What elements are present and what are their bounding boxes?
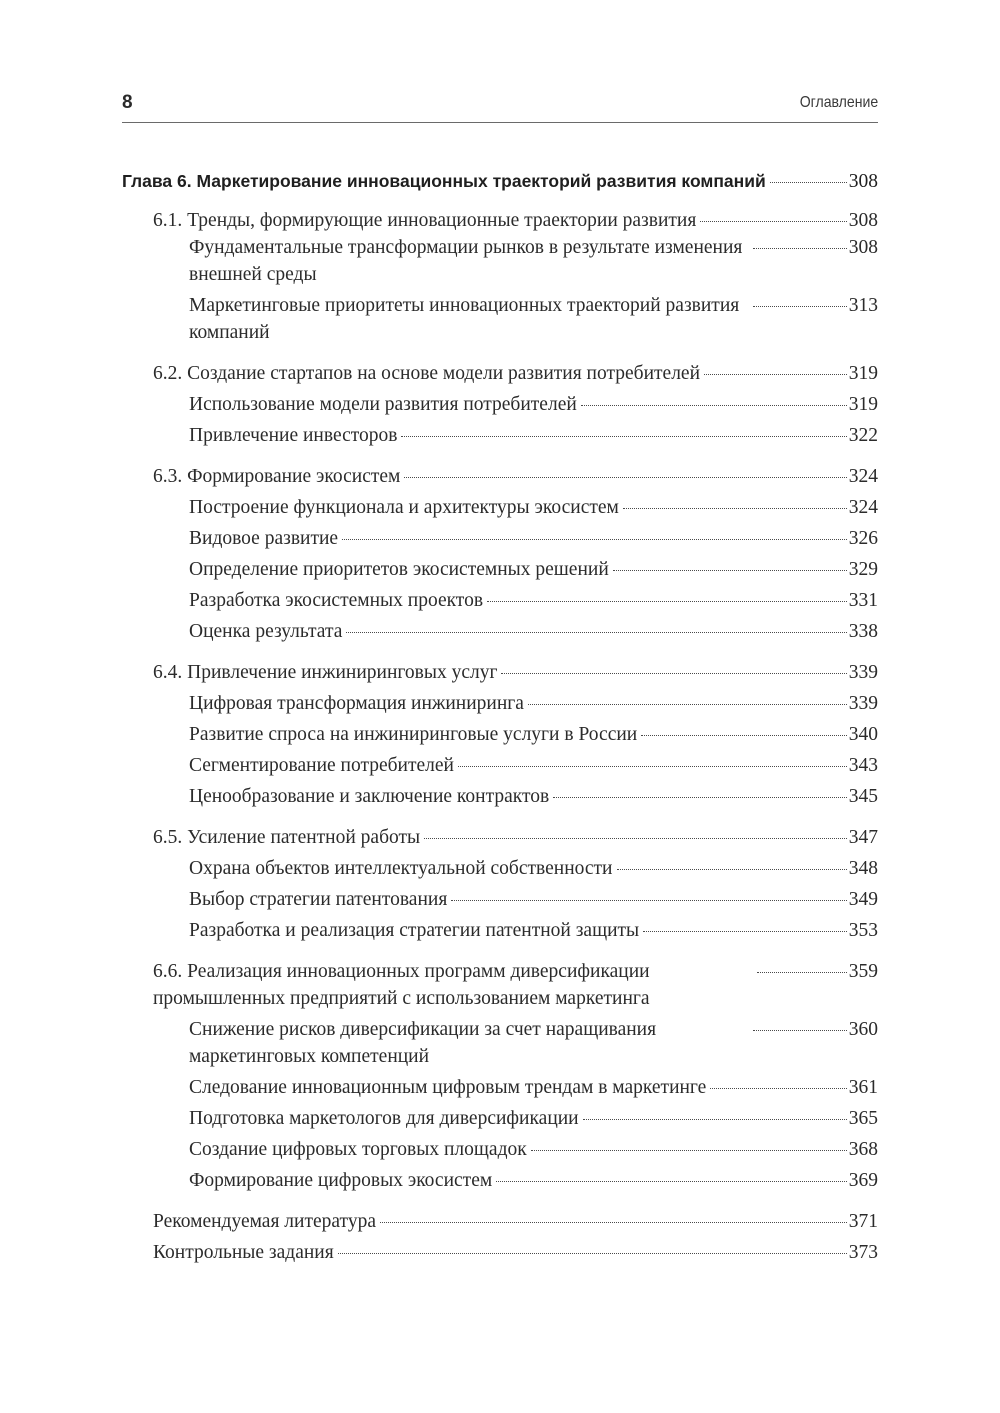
section-title: 6.6. Реализация инновационных программ диверсификации промышленных предприятий с использованием маркетинга <box>153 961 650 1009</box>
dot-leader <box>710 1087 846 1089</box>
toc-recommended-literature[interactable] <box>153 1208 878 1235</box>
dot-leader <box>700 220 846 222</box>
dot-leader <box>753 1029 847 1031</box>
section-title: 6.1. Тренды, формирующие инновационные траектории развития <box>153 210 697 231</box>
page-ref: 324 <box>848 466 878 487</box>
toc-item[interactable] <box>189 783 878 810</box>
item-title: Охрана объектов интеллектуальной собственности <box>189 858 613 879</box>
toc-item[interactable] <box>189 1074 878 1101</box>
dot-leader <box>531 1149 847 1151</box>
dot-leader <box>613 569 847 571</box>
page-ref: 349 <box>848 889 878 910</box>
page-ref: 331 <box>848 590 878 611</box>
page-ref: 371 <box>848 1211 878 1232</box>
dot-leader <box>424 837 847 839</box>
section-title: 6.2. Создание стартапов на основе модели развития потребителей <box>153 363 701 384</box>
page-ref: 308 <box>848 237 878 258</box>
item-title: Фундаментальные трансформации рынков в результате изменения внешней среды <box>189 237 743 285</box>
item-title: Видовое развитие <box>189 528 339 549</box>
page-ref: 361 <box>848 1077 878 1098</box>
dot-leader <box>617 868 847 870</box>
item-title: Построение функционала и архитектуры экосистем <box>189 497 619 518</box>
section-title: 6.5. Усиление патентной работы <box>153 827 421 848</box>
dot-leader <box>380 1221 847 1223</box>
item-title: Развитие спроса на инжиниринговые услуги в России <box>189 724 638 745</box>
toc-item[interactable] <box>189 525 878 552</box>
section-title: 6.3. Формирование экосистем <box>153 466 401 487</box>
page-number: 8 <box>122 92 133 113</box>
page-ref: 329 <box>848 559 878 580</box>
page-ref: 340 <box>848 724 878 745</box>
page-ref: 339 <box>848 693 878 714</box>
dot-leader <box>583 1118 847 1120</box>
toc-item[interactable] <box>189 855 878 882</box>
dot-leader <box>404 476 846 478</box>
page-ref: 348 <box>848 858 878 879</box>
dot-leader <box>753 305 847 307</box>
page-ref: 369 <box>848 1170 878 1191</box>
toc-section-6-2[interactable] <box>153 360 878 387</box>
toc-control-tasks[interactable] <box>153 1239 878 1266</box>
page-ref: 322 <box>848 425 878 446</box>
dot-leader <box>623 507 847 509</box>
running-header <box>122 90 878 123</box>
item-title: Маркетинговые приоритеты инновационных траекторий развития компаний <box>189 295 740 343</box>
toc-item[interactable] <box>189 886 878 913</box>
item-title: Цифровая трансформация инжиниринга <box>189 693 524 714</box>
page-ref: 324 <box>848 497 878 518</box>
item-title: Оценка результата <box>189 621 343 642</box>
page-ref: 313 <box>848 295 878 316</box>
dot-leader <box>451 899 846 901</box>
item-title: Разработка экосистемных проектов <box>189 590 484 611</box>
dot-leader <box>487 600 847 602</box>
page-ref: 319 <box>848 394 878 415</box>
toc-item[interactable] <box>189 690 878 717</box>
page-ref: 308 <box>848 171 878 192</box>
item-title: Следование инновационным цифровым трендам в маркетинге <box>189 1077 707 1098</box>
page-ref: 338 <box>848 621 878 642</box>
table-of-contents <box>122 168 878 1266</box>
toc-item[interactable] <box>189 917 878 944</box>
toc-item[interactable] <box>189 618 878 645</box>
dot-leader <box>643 930 847 932</box>
item-title: Подготовка маркетологов для диверсификации <box>189 1108 579 1129</box>
toc-section-6-5[interactable] <box>153 824 878 851</box>
item-title: Создание цифровых торговых площадок <box>189 1139 527 1160</box>
dot-leader <box>753 247 847 249</box>
item-title: Привлечение инвесторов <box>189 425 398 446</box>
backmatter-title: Рекомендуемая литература <box>153 1211 376 1232</box>
item-title: Формирование цифровых экосистем <box>189 1170 493 1191</box>
toc-item[interactable] <box>189 1167 878 1194</box>
toc-item[interactable] <box>189 1136 878 1163</box>
item-title: Определение приоритетов экосистемных решений <box>189 559 609 580</box>
page-ref: 360 <box>848 1019 878 1040</box>
dot-leader <box>553 796 847 798</box>
item-title: Выбор стратегии патентования <box>189 889 448 910</box>
item-title: Ценообразование и заключение контрактов <box>189 786 550 807</box>
item-title: Использование модели развития потребителей <box>189 394 577 415</box>
dot-leader <box>458 765 847 767</box>
toc-section-6-1[interactable] <box>153 207 878 234</box>
dot-leader <box>581 404 847 406</box>
dot-leader <box>641 734 847 736</box>
dot-leader <box>338 1252 847 1254</box>
chapter-title: Глава 6. Маркетирование инновационных траекторий развития компаний <box>122 171 766 191</box>
toc-item[interactable] <box>189 587 878 614</box>
page-ref: 373 <box>848 1242 878 1263</box>
page-ref: 359 <box>848 961 878 982</box>
page-ref: 308 <box>848 210 878 231</box>
page-ref: 368 <box>848 1139 878 1160</box>
dot-leader <box>342 538 847 540</box>
toc-item[interactable] <box>189 1105 878 1132</box>
page-ref: 339 <box>848 662 878 683</box>
toc-section-6-6[interactable] <box>153 958 878 1012</box>
running-title: Оглавление <box>799 94 878 111</box>
page-ref: 345 <box>848 786 878 807</box>
toc-section-6-4[interactable] <box>153 659 878 686</box>
dot-leader <box>346 631 846 633</box>
dot-leader <box>401 435 846 437</box>
toc-section-6-3[interactable] <box>153 463 878 490</box>
toc-item[interactable] <box>189 1016 878 1070</box>
toc-item[interactable] <box>189 422 878 449</box>
toc-item[interactable] <box>189 234 878 288</box>
item-title: Разработка и реализация стратегии патентной защиты <box>189 920 640 941</box>
page-ref: 365 <box>848 1108 878 1129</box>
toc-item[interactable] <box>189 556 878 583</box>
dot-leader <box>770 181 847 183</box>
item-title: Снижение рисков диверсификации за счет наращивания маркетинговых компетенций <box>189 1019 657 1067</box>
dot-leader <box>528 703 847 705</box>
toc-item[interactable] <box>189 391 878 418</box>
toc-item[interactable] <box>189 721 878 748</box>
dot-leader <box>496 1180 847 1182</box>
page-ref: 319 <box>848 363 878 384</box>
toc-item[interactable] <box>189 494 878 521</box>
page-ref: 343 <box>848 755 878 776</box>
page-ref: 347 <box>848 827 878 848</box>
toc-item[interactable] <box>189 292 878 346</box>
page-ref: 326 <box>848 528 878 549</box>
dot-leader <box>704 373 847 375</box>
item-title: Сегментирование потребителей <box>189 755 454 776</box>
section-title: 6.4. Привлечение инжиниринговых услуг <box>153 662 498 683</box>
toc-chapter-6[interactable] <box>122 168 878 195</box>
backmatter-title: Контрольные задания <box>153 1242 334 1263</box>
toc-item[interactable] <box>189 752 878 779</box>
page-ref: 353 <box>848 920 878 941</box>
dot-leader <box>757 971 847 973</box>
dot-leader <box>501 672 846 674</box>
